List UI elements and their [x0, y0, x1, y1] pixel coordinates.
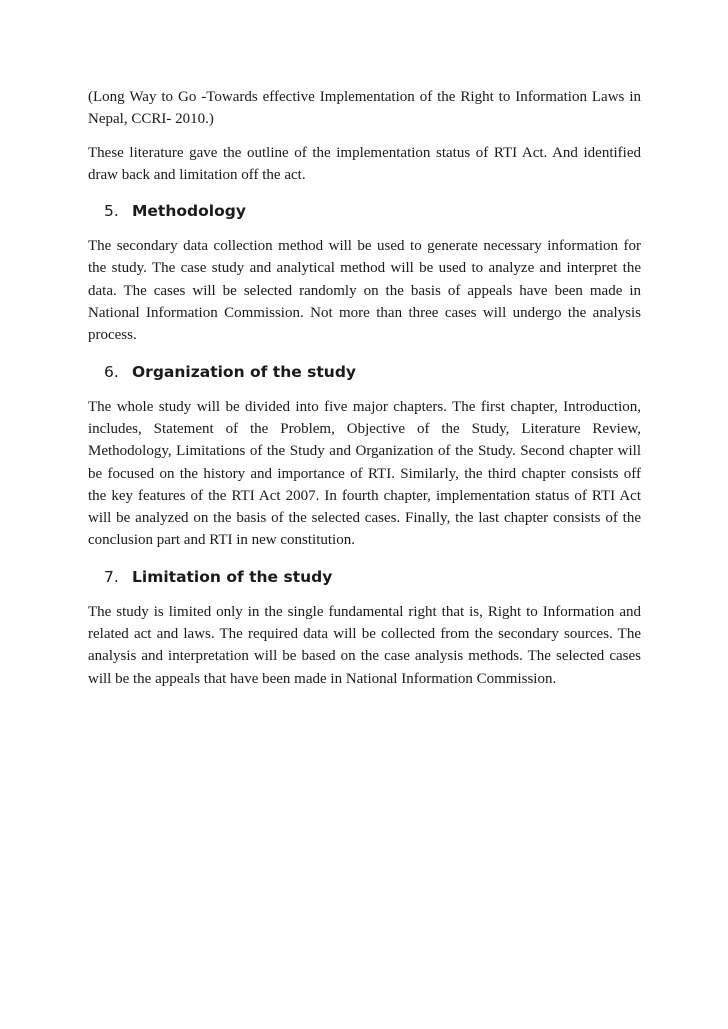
- literature-summary-paragraph: These literature gave the outline of the implementation status of RTI Act. And identified draw back and limitation off the act.: [88, 144, 641, 183]
- section-title: Methodology: [132, 202, 246, 221]
- section-number: 5.: [104, 202, 119, 221]
- organization-paragraph: The whole study will be divided into five major chapters. The first chapter, Introduction, includes, Statement of the Problem, Objective of the Study, Literature Review, Methodology, Limitations of the Study and Organization of the Study. Second chapter will be focused on the history and importance of RTI. Similarly, the third chapter consists off the key features of the RTI Act 2007. In fourth chapter, implementation status of RTI Act will be analyzed on the basis of the selected cases. Finally, the last chapter consists of the conclusion part and RTI in new constitution.: [88, 398, 641, 549]
- section-number: 6.: [104, 362, 119, 381]
- methodology-paragraph: The secondary data collection method will be used to generate necessary information for the study. The case study and analytical method will be used to analyze and interpret the data. The cases will be selected randomly on the basis of appeals have been made in National Information Commission. Not more than three cases will undergo the analysis process.: [88, 238, 641, 344]
- section-heading-organization: [104, 361, 641, 383]
- document-page: [88, 86, 641, 690]
- section-title: Organization of the study: [132, 362, 357, 381]
- section-heading-limitation: [104, 566, 641, 588]
- section-heading-methodology: [104, 200, 641, 222]
- citation-paragraph: (Long Way to Go -Towards effective Implementation of the Right to Information Laws in Nepal, CCRI- 2010.): [88, 89, 641, 128]
- section-number: 7.: [104, 567, 119, 586]
- section-title: Limitation of the study: [132, 567, 333, 586]
- limitation-paragraph: The study is limited only in the single fundamental right that is, Right to Information and related act and laws. The required data will be collected from the secondary sources. The analysis and interpretation will be based on the case analysis methods. The selected cases will be the appeals that have been made in National Information Commission.: [88, 603, 641, 687]
